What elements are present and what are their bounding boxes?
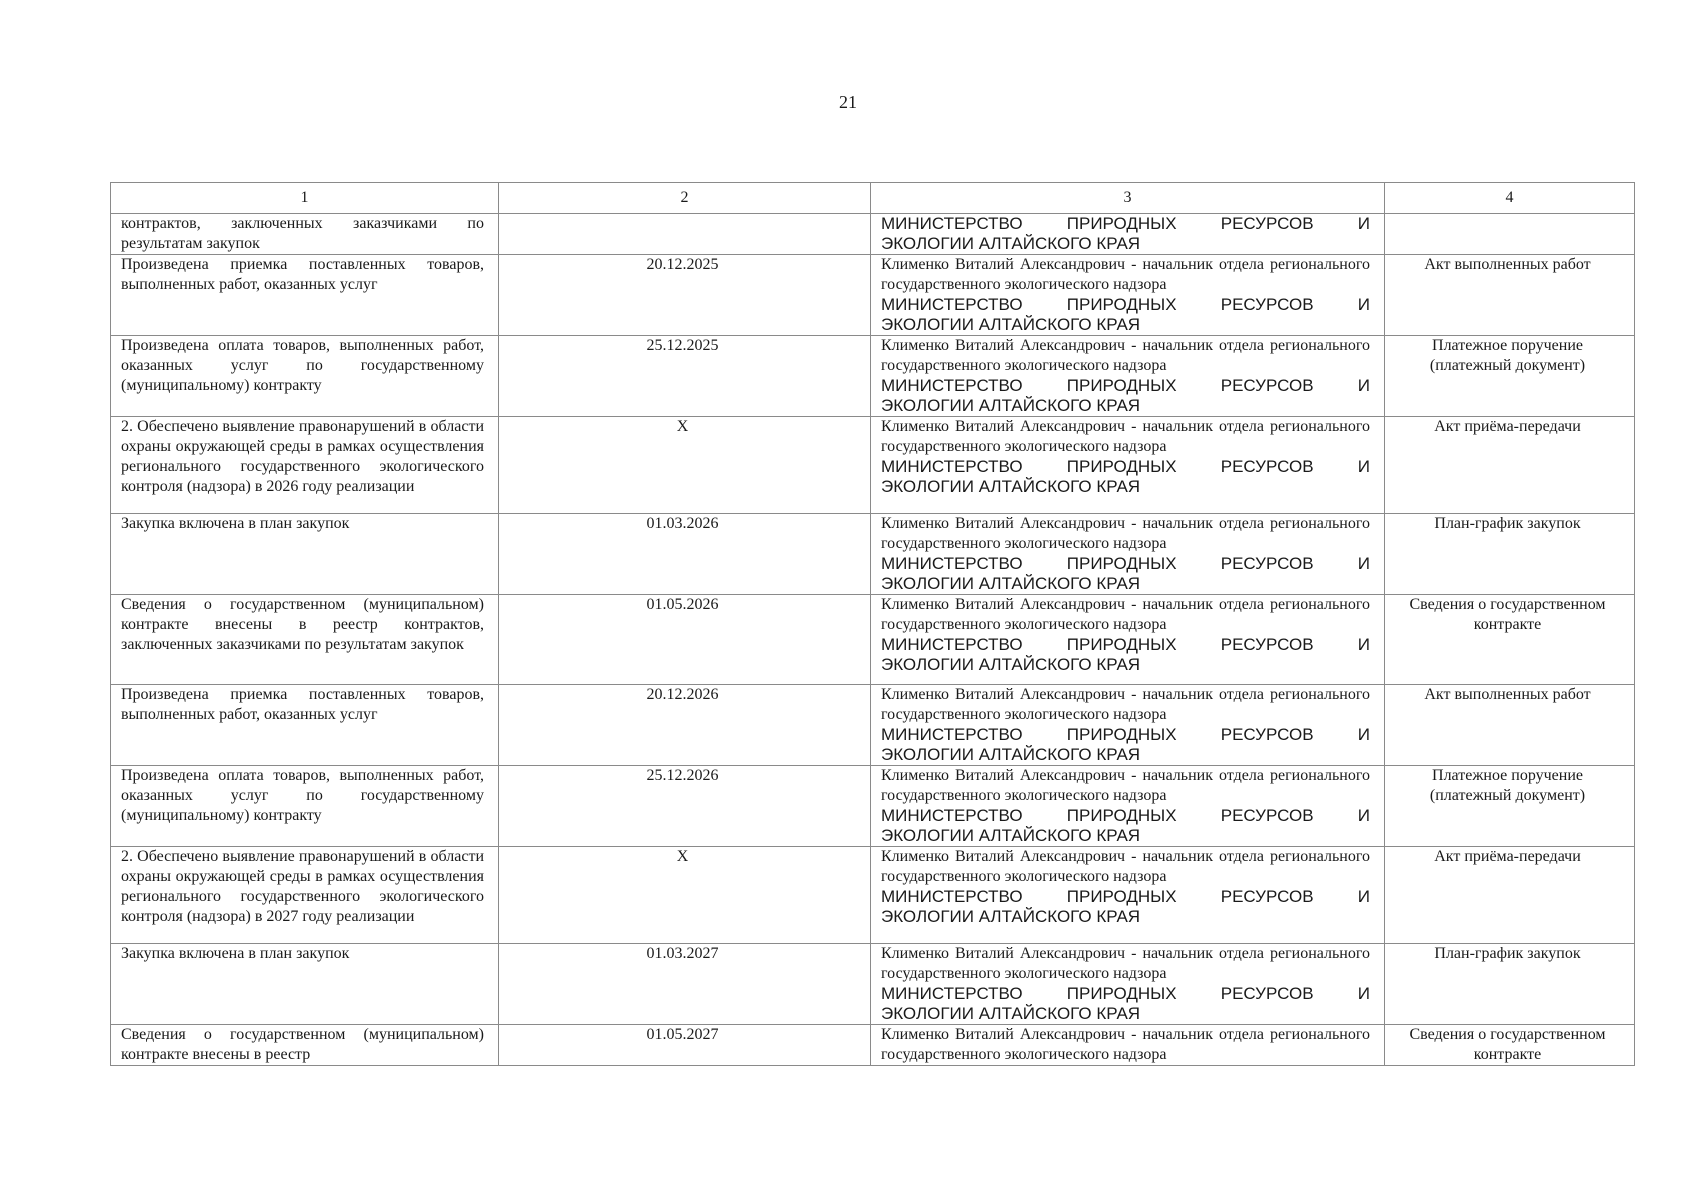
responsible-person: Клименко Виталий Александрович - начальник отдела регионального государственного экологического надзора: [881, 515, 1370, 552]
responsible-cell: [871, 214, 1385, 255]
document-cell: Акт приёма-передачи: [1385, 417, 1635, 514]
responsible-person: Клименко Виталий Александрович - начальник отдела регионального государственного экологического надзора: [881, 337, 1370, 374]
responsible-person: Клименко Виталий Александрович - начальник отдела регионального государственного экологического надзора: [881, 848, 1370, 885]
column-header: 3: [871, 183, 1385, 214]
ministry-name: [881, 806, 1370, 846]
date-cell: [499, 214, 871, 255]
column-header: 1: [111, 183, 499, 214]
ministry-name-line1: МИНИСТЕРСТВО ПРИРОДНЫХ РЕСУРСОВ И: [881, 635, 1370, 654]
ministry-name-line1: МИНИСТЕРСТВО ПРИРОДНЫХ РЕСУРСОВ И: [881, 214, 1370, 233]
table-row: [111, 944, 1635, 1025]
date-cell: 20.12.2025: [499, 255, 871, 336]
document-cell: План-график закупок: [1385, 944, 1635, 1025]
document-cell: Акт выполненных работ: [1385, 685, 1635, 766]
ministry-name-line1: МИНИСТЕРСТВО ПРИРОДНЫХ РЕСУРСОВ И: [881, 725, 1370, 744]
ministry-name-line2: ЭКОЛОГИИ АЛТАЙСКОГО КРАЯ: [881, 234, 1141, 253]
document-cell: Платежное поручение (платежный документ): [1385, 336, 1635, 417]
table-body: [111, 214, 1635, 1066]
responsible-cell: [871, 514, 1385, 595]
table-row: [111, 847, 1635, 944]
table-header-row: [111, 183, 1635, 214]
document-cell: Платежное поручение (платежный документ): [1385, 766, 1635, 847]
date-cell: X: [499, 417, 871, 514]
activity-cell: 2. Обеспечено выявление правонарушений в области охраны окружающей среды в рамках осуществления регионального государственного экологического контроля (надзора) в 2026 году реализации: [111, 417, 499, 514]
responsible-person: Клименко Виталий Александрович - начальник отдела регионального государственного экологического надзора: [881, 686, 1370, 723]
column-header: 4: [1385, 183, 1635, 214]
ministry-name-line1: МИНИСТЕРСТВО ПРИРОДНЫХ РЕСУРСОВ И: [881, 887, 1370, 906]
table-row: [111, 766, 1635, 847]
activity-cell: Произведена приемка поставленных товаров, выполненных работ, оказанных услуг: [111, 685, 499, 766]
ministry-name-line1: МИНИСТЕРСТВО ПРИРОДНЫХ РЕСУРСОВ И: [881, 984, 1370, 1003]
responsible-cell: [871, 336, 1385, 417]
responsible-person: Клименко Виталий Александрович - начальник отдела регионального государственного экологического надзора: [881, 418, 1370, 455]
page-number: 21: [839, 92, 857, 112]
activity-cell: Закупка включена в план закупок: [111, 514, 499, 595]
activity-cell: Сведения о государственном (муниципальном) контракте внесены в реестр: [111, 1025, 499, 1066]
table-row: [111, 685, 1635, 766]
ministry-name: [881, 725, 1370, 765]
date-cell: X: [499, 847, 871, 944]
ministry-name-line2: ЭКОЛОГИИ АЛТАЙСКОГО КРАЯ: [881, 574, 1141, 593]
ministry-name-line2: ЭКОЛОГИИ АЛТАЙСКОГО КРАЯ: [881, 477, 1141, 496]
responsible-cell: [871, 595, 1385, 685]
ministry-name-line2: ЭКОЛОГИИ АЛТАЙСКОГО КРАЯ: [881, 315, 1141, 334]
activity-cell: Произведена приемка поставленных товаров, выполненных работ, оказанных услуг: [111, 255, 499, 336]
responsible-person: Клименко Виталий Александрович - начальник отдела регионального государственного экологического надзора: [881, 256, 1370, 293]
document-cell: [1385, 214, 1635, 255]
ministry-name: [881, 214, 1370, 254]
activity-cell: 2. Обеспечено выявление правонарушений в области охраны окружающей среды в рамках осуществления регионального государственного экологического контроля (надзора) в 2027 году реализации: [111, 847, 499, 944]
ministry-name-line1: МИНИСТЕРСТВО ПРИРОДНЫХ РЕСУРСОВ И: [881, 295, 1370, 314]
responsible-cell: [871, 847, 1385, 944]
ministry-name: [881, 635, 1370, 675]
table-row: [111, 214, 1635, 255]
document-cell: Сведения о государственном контракте: [1385, 595, 1635, 685]
activity-cell: Произведена оплата товаров, выполненных работ, оказанных услуг по государственному (муниципальному) контракту: [111, 336, 499, 417]
ministry-name-line2: ЭКОЛОГИИ АЛТАЙСКОГО КРАЯ: [881, 1004, 1141, 1023]
table-row: [111, 514, 1635, 595]
ministry-name-line2: ЭКОЛОГИИ АЛТАЙСКОГО КРАЯ: [881, 396, 1141, 415]
date-cell: 01.05.2027: [499, 1025, 871, 1066]
table-row: [111, 1025, 1635, 1066]
ministry-name-line2: ЭКОЛОГИИ АЛТАЙСКОГО КРАЯ: [881, 826, 1141, 845]
activity-cell: контрактов, заключенных заказчиками по результатам закупок: [111, 214, 499, 255]
document-cell: Акт приёма-передачи: [1385, 847, 1635, 944]
responsible-person: Клименко Виталий Александрович - начальник отдела регионального государственного экологического надзора: [881, 767, 1370, 804]
ministry-name-line2: ЭКОЛОГИИ АЛТАЙСКОГО КРАЯ: [881, 745, 1141, 764]
ministry-name: [881, 457, 1370, 497]
table-row: [111, 595, 1635, 685]
table-row: [111, 255, 1635, 336]
responsible-cell: [871, 417, 1385, 514]
ministry-name: [881, 984, 1370, 1024]
responsible-cell: [871, 685, 1385, 766]
responsible-cell: [871, 944, 1385, 1025]
ministry-name: [881, 554, 1370, 594]
date-cell: 25.12.2026: [499, 766, 871, 847]
ministry-name-line1: МИНИСТЕРСТВО ПРИРОДНЫХ РЕСУРСОВ И: [881, 554, 1370, 573]
date-cell: 20.12.2026: [499, 685, 871, 766]
ministry-name-line2: ЭКОЛОГИИ АЛТАЙСКОГО КРАЯ: [881, 655, 1141, 674]
document-cell: План-график закупок: [1385, 514, 1635, 595]
ministry-name-line2: ЭКОЛОГИИ АЛТАЙСКОГО КРАЯ: [881, 907, 1141, 926]
responsible-cell: [871, 255, 1385, 336]
ministry-name: [881, 887, 1370, 927]
table-row: [111, 336, 1635, 417]
table-row: [111, 417, 1635, 514]
date-cell: 01.03.2027: [499, 944, 871, 1025]
document-cell: Сведения о государственном контракте: [1385, 1025, 1635, 1066]
ministry-name-line1: МИНИСТЕРСТВО ПРИРОДНЫХ РЕСУРСОВ И: [881, 457, 1370, 476]
ministry-name: [881, 376, 1370, 416]
responsible-person: Клименко Виталий Александрович - начальник отдела регионального государственного экологического надзора: [881, 596, 1370, 633]
responsible-person: Клименко Виталий Александрович - начальник отдела регионального государственного экологического надзора: [881, 945, 1370, 982]
responsible-cell: [871, 1025, 1385, 1066]
activity-cell: Сведения о государственном (муниципальном) контракте внесены в реестр контрактов, заключенных заказчиками по результатам закупок: [111, 595, 499, 685]
ministry-name: [881, 295, 1370, 335]
date-cell: 25.12.2025: [499, 336, 871, 417]
activity-cell: Закупка включена в план закупок: [111, 944, 499, 1025]
date-cell: 01.05.2026: [499, 595, 871, 685]
document-cell: Акт выполненных работ: [1385, 255, 1635, 336]
column-header: 2: [499, 183, 871, 214]
ministry-name-line1: МИНИСТЕРСТВО ПРИРОДНЫХ РЕСУРСОВ И: [881, 806, 1370, 825]
schedule-table: [110, 182, 1635, 1066]
date-cell: 01.03.2026: [499, 514, 871, 595]
responsible-cell: [871, 766, 1385, 847]
responsible-person: Клименко Виталий Александрович - начальник отдела регионального государственного экологического надзора: [881, 1026, 1370, 1063]
activity-cell: Произведена оплата товаров, выполненных работ, оказанных услуг по государственному (муниципальному) контракту: [111, 766, 499, 847]
ministry-name-line1: МИНИСТЕРСТВО ПРИРОДНЫХ РЕСУРСОВ И: [881, 376, 1370, 395]
